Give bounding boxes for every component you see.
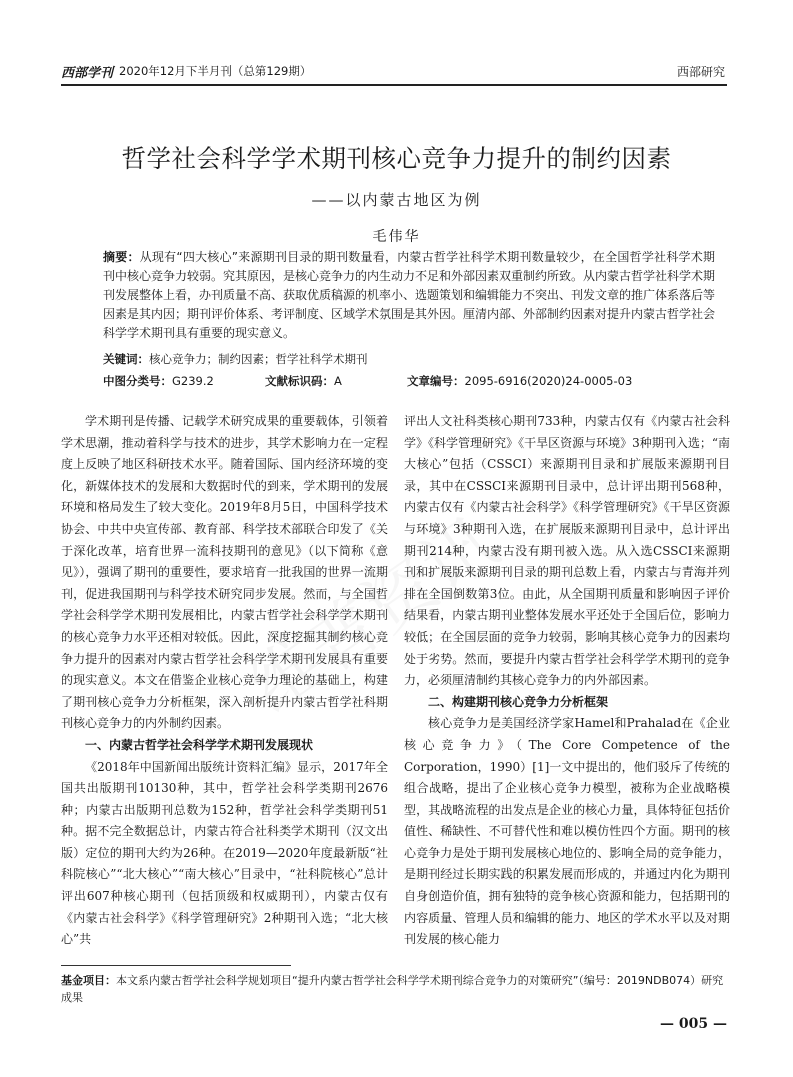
classification-line: 中图分类号：G239.2 文献标识码：A 文章编号：2095-6916(2020)24-0005-03 [103, 374, 633, 388]
left-column [61, 411, 388, 951]
paragraph: 核心竞争力是美国经济学家Hamel和Prahalad在《企业核心竞争力》（The Core Competence of the Corporation，1990）[1]一文中提出的，他们驳斥了传统的组合战略，提出了企业核心竞争力模型，被称为企业战略模型，其战略流程的出发点是企业的核心力量，具体特征包括价值性、稀缺性、不可替代性和难以模仿性四个方面。期刊的核心竞争力是处于期刊发展核心地位的、影响全局的竞争能力，是期刊经过长期实践的积累发展而形成的，并通过内化为期刊自身创造价值，拥有独特的竞争核心资源和能力，包括期刊的内容质量、管理人员和编辑的能力、地区的学术水平以及对期刊发展的核心能力 [404, 716, 730, 947]
paragraph: 学术期刊是传播、记载学术研究成果的重要载体，引领着学术思潮，推动着科学与技术的进步，其学术影响力在一定程度上反映了地区科研技术水平。随着国际、国内经济环境的变化，新媒体技术的发展和大数据时代的到来，学术期刊的发展环境和格局发生了较大变化。2019年8月5日，中国科学技术协会、中共中央宣传部、教育部、科学技术部联合印发了《关于深化改革，培育世界一流科技期刊的意见》（以下简称《意见》），强调了期刊的重要性，要求培育一批我国的世界一流期刊，促进我国期刊与科学技术研究同步发展。然而，与全国哲学社会科学学术期刊发展相比，内蒙古哲学社会科学学术期刊的核心竞争力水平还相对较低。因此，深度挖掘其制约核心竞争力提升的因素对内蒙古哲学社会科学学术期刊发展具有重要的现实意义。本文在借鉴企业核心竞争力理论的基础上，构建了期刊核心竞争力分析框架，深入剖析提升内蒙古哲学社科期刊核心竞争力的内外制约因素。 [61, 414, 388, 731]
paragraph: 《2018年中国新闻出版统计资料汇编》显示，2017年全国共出版期刊10130种，其中，哲学社会科学类期刊2676种；内蒙古出版期刊总数为152种，哲学社会科学类期刊51种。据不完全数据总计，内蒙古符合社科类学术期刊（汉文出版）定位的期刊大约为26种。在2019—2020年度最新版“社科院核心”“北大核心”“南大核心”目录中，“社科院核心”总计评出607种核心期刊（包括顶级和权威期刊），内蒙古仅有《内蒙古社会科学》《科学管理研究》2种期刊入选；“北大核心”共 [61, 759, 388, 947]
footnote-label: 基金项目 [61, 974, 105, 987]
footnote-divider [61, 965, 291, 966]
section-heading: 一、内蒙古哲学社会科学学术期刊发展现状 [85, 737, 314, 752]
paragraph: 评出人文社科类核心期刊733种，内蒙古仅有《内蒙古社会科学》《科学管理研究》《干旱区资源与环境》3种期刊入选；“南大核心”包括（CSSCI）来源期刊目录和扩展版来源期刊目录，其中在CSSCI来源期刊目录中，总计评出期刊568种，内蒙古仅有《内蒙古社会科学》《科学管理研究》《干旱区资源与环境》3种期刊入选，在扩展版来源期刊目录中，总计评出期刊214种，内蒙古没有期刊被入选。从入选CSSCI来源期刊和扩展版来源期刊目录的期刊总数上看，内蒙古与青海并列排在全国倒数第3位。由此，从全国期刊质量和影响因子评价结果看，内蒙古期刊业整体发展水平还处于全国后位，影响力较低；在全国层面的竞争力较弱，影响其核心竞争力的因素均处于劣势。然而，要提升内蒙古哲学社会科学学术期刊的竞争力，必须厘清制约其核心竞争力的内外部因素。 [404, 414, 730, 688]
journal-logo: 西部学刊 [61, 66, 114, 81]
keywords-label: 关键词 [103, 352, 138, 366]
footnote-text: 本文系内蒙古哲学社会科学规划项目“提升内蒙古哲学社会科学学术期刊综合竞争力的对策研究”（编号：2019NDB074）研究成果 [61, 974, 724, 1004]
issue-info: 2020年12月下半月刊（总第129期） [119, 64, 312, 78]
running-header [61, 58, 727, 86]
keywords: 关键词：核心竞争力；制约因素；哲学社科学术期刊 [103, 352, 368, 366]
abstract-label: 摘要 [103, 250, 128, 264]
column-name: 西部研究 [676, 65, 725, 79]
article-subtitle: ——以内蒙古地区为例 [311, 191, 482, 209]
abstract: 摘要：从现有“四大核心”来源期刊目录的期刊数量看，内蒙古哲学社科学术期刊数量较少，在全国哲学社科学术期刊中核心竞争力较弱。究其原因，是核心竞争力的内生动力不足和外部因素双重制约所致。从内蒙古哲学社科学术期刊发展整体上看，办刊质量不高、获取优质稿源的机率小、选题策划和编辑能力不突出、刊发文章的推广体系落后等因素是其内因；期刊评价体系、考评制度、区域学术氛围是其外因。厘清内部、外部制约因素对提升内蒙古哲学社会科学学术期刊具有重要的现实意义。 [103, 250, 716, 340]
section-heading: 二、构建期刊核心竞争力分析框架 [428, 694, 609, 709]
footnote: 基金项目：本文系内蒙古哲学社会科学规划项目“提升内蒙古哲学社会科学学术期刊综合竞争力的对策研究”（编号：2019NDB074）研究成果 [61, 974, 724, 1004]
doc-code-value: A [334, 374, 342, 388]
right-column [404, 411, 730, 951]
author-name: 毛伟华 [372, 229, 421, 245]
clc-label: 中图分类号 [103, 374, 161, 388]
article-id-value: 2095-6916(2020)24-0005-03 [464, 374, 633, 388]
abstract-text: 从现有“四大核心”来源期刊目录的期刊数量看，内蒙古哲学社科学术期刊数量较少，在全国哲学社科学术期刊中核心竞争力较弱。究其原因，是核心竞争力的内生动力不足和外部因素双重制约所致。从内蒙古哲学社科学术期刊发展整体上看，办刊质量不高、获取优质稿源的机率小、选题策划和编辑能力不突出、刊发文章的推广体系落后等因素是其内因；期刊评价体系、考评制度、区域学术氛围是其外因。厘清内部、外部制约因素对提升内蒙古哲学社会科学学术期刊具有重要的现实意义。 [103, 250, 716, 340]
article-title: 哲学社会科学学术期刊核心竞争力提升的制约因素 [121, 144, 672, 173]
keywords-text: 核心竞争力；制约因素；哲学社科学术期刊 [149, 352, 368, 366]
page-number: — 005 — [660, 1016, 727, 1032]
clc-value: G239.2 [172, 374, 214, 388]
doc-code-label: 文献标识码 [265, 374, 323, 388]
article-id-label: 文章编号 [407, 374, 453, 388]
